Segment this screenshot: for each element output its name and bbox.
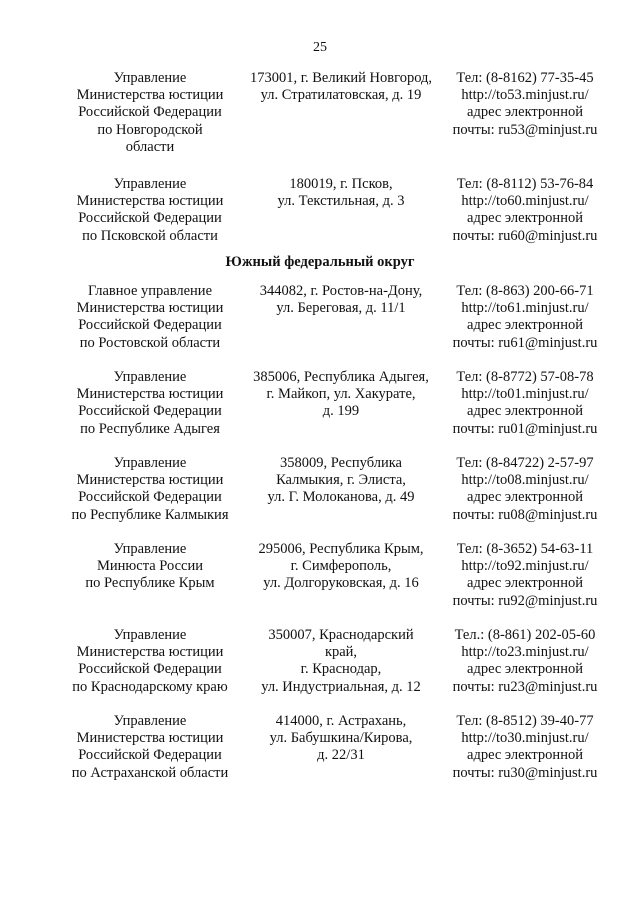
org-name	[50, 70, 250, 156]
org-line: Управление	[113, 713, 187, 729]
website-link[interactable]: http://to23.minjust.ru/	[461, 644, 589, 661]
contact-info	[440, 455, 610, 524]
email-label: адрес электронной	[467, 747, 583, 764]
org-line: Министерства юстиции	[76, 87, 224, 104]
email[interactable]: почты: ru08@minjust.ru	[452, 506, 598, 523]
org-line: Российской Федерации	[78, 317, 222, 334]
email-label: адрес электронной	[467, 403, 583, 420]
website-link[interactable]: http://to61.minjust.ru/	[461, 300, 589, 317]
org-line: по Республике Калмыкия	[71, 506, 229, 523]
email[interactable]: почты: ru60@minjust.ru	[452, 227, 598, 244]
email-label: адрес электронной	[467, 210, 583, 227]
org-name	[50, 627, 250, 696]
org-line: Министерства юстиции	[76, 730, 224, 747]
address-line: ул. Бабушкина/Кирова,	[269, 730, 413, 747]
contact-info	[440, 369, 610, 438]
website-link[interactable]: http://to08.minjust.ru/	[461, 472, 589, 489]
address-line: ул. Индустриальная, д. 12	[261, 678, 421, 695]
org-line: по Ростовской области	[79, 334, 221, 351]
address-line: г. Краснодар,	[300, 661, 382, 678]
phone: Тел: (8-8112) 53-76-84	[456, 176, 594, 192]
org-line: Министерства юстиции	[76, 193, 224, 210]
website-link[interactable]: http://to30.minjust.ru/	[461, 730, 589, 747]
address-line: 180019, г. Псков,	[289, 176, 393, 192]
org-name	[50, 541, 250, 593]
org-line: Министерства юстиции	[76, 300, 224, 317]
address	[236, 455, 446, 507]
contact-info	[440, 176, 610, 245]
org-line: области	[125, 138, 175, 155]
email[interactable]: почты: ru01@minjust.ru	[452, 420, 598, 437]
address-line: 344082, г. Ростов-на-Дону,	[259, 283, 423, 299]
org-line: Российской Федерации	[78, 661, 222, 678]
email[interactable]: почты: ru23@minjust.ru	[452, 678, 598, 695]
section-heading: Южный федеральный округ	[225, 254, 415, 270]
phone: Тел: (8-863) 200-66-71	[456, 283, 594, 299]
phone: Тел: (8-3652) 54-63-11	[456, 541, 594, 557]
org-name	[50, 283, 250, 352]
org-line: по Псковской области	[82, 227, 218, 244]
address-line: край,	[324, 644, 358, 661]
org-line: по Астраханской области	[71, 764, 229, 781]
org-line: Министерства юстиции	[76, 386, 224, 403]
org-line: по Краснодарскому краю	[72, 678, 228, 695]
email-label: адрес электронной	[467, 575, 583, 592]
org-line: Российской Федерации	[78, 403, 222, 420]
address-line: ул. Текстильная, д. 3	[277, 193, 405, 210]
website-link[interactable]: http://to01.minjust.ru/	[461, 386, 589, 403]
org-name	[50, 713, 250, 782]
address-line: д. 22/31	[317, 747, 365, 764]
address-line: 295006, Республика Крым,	[258, 541, 424, 557]
address-line: Калмыкия, г. Элиста,	[276, 472, 406, 489]
address	[236, 369, 446, 421]
email-label: адрес электронной	[467, 661, 583, 678]
address-line: 350007, Краснодарский	[268, 627, 414, 643]
address-line: 414000, г. Астрахань,	[275, 713, 407, 729]
org-line: Управление	[113, 627, 187, 643]
org-line: Управление	[113, 455, 187, 471]
address-line: ул. Долгоруковская, д. 16	[263, 575, 419, 592]
org-name	[50, 369, 250, 438]
address-line: ул. Береговая, д. 11/1	[276, 300, 406, 317]
org-line: Российской Федерации	[78, 104, 222, 121]
org-line: Министерства юстиции	[76, 644, 224, 661]
contact-info	[440, 283, 610, 352]
address-line: ул. Г. Молоканова, д. 49	[267, 489, 415, 506]
phone: Тел: (8-8772) 57-08-78	[456, 369, 594, 385]
address-line: ул. Стратилатовская, д. 19	[260, 87, 422, 104]
email[interactable]: почты: ru61@minjust.ru	[452, 334, 598, 351]
org-line: Управление	[113, 369, 187, 385]
website-link[interactable]: http://to53.minjust.ru/	[461, 87, 589, 104]
org-line: Российской Федерации	[78, 489, 222, 506]
email-label: адрес электронной	[467, 104, 583, 121]
email[interactable]: почты: ru30@minjust.ru	[452, 764, 598, 781]
email-label: адрес электронной	[467, 317, 583, 334]
phone: Тел.: (8-861) 202-05-60	[454, 627, 596, 643]
website-link[interactable]: http://to60.minjust.ru/	[461, 193, 589, 210]
org-line: Минюста России	[97, 558, 203, 575]
address	[236, 627, 446, 696]
contact-info	[440, 541, 610, 610]
email-label: адрес электронной	[467, 489, 583, 506]
org-line: Российской Федерации	[78, 210, 222, 227]
phone: Тел: (8-8162) 77-35-45	[456, 70, 594, 86]
address-line: 385006, Республика Адыгея,	[253, 369, 429, 385]
address	[236, 713, 446, 765]
address-line: 173001, г. Великий Новгород,	[249, 70, 433, 86]
address-line: г. Майкоп, ул. Хакурате,	[266, 386, 416, 403]
address	[236, 541, 446, 593]
contact-info	[440, 627, 610, 696]
org-line: по Новгородской	[97, 121, 203, 138]
org-name	[50, 455, 250, 524]
org-line: Управление	[113, 541, 187, 557]
org-line: Министерства юстиции	[76, 472, 224, 489]
phone: Тел: (8-84722) 2-57-97	[456, 455, 594, 471]
address-line: г. Симферополь,	[290, 558, 392, 575]
contact-info	[440, 70, 610, 139]
phone: Тел: (8-8512) 39-40-77	[456, 713, 594, 729]
address-line: д. 199	[322, 403, 360, 420]
org-line: Управление	[113, 70, 187, 86]
email[interactable]: почты: ru92@minjust.ru	[452, 592, 598, 609]
org-line: Главное управление	[87, 283, 213, 299]
contact-info	[440, 713, 610, 782]
page-number: 25	[313, 40, 327, 55]
address	[236, 70, 446, 104]
org-line: по Республике Крым	[85, 575, 215, 592]
org-line: по Республике Адыгея	[80, 420, 220, 437]
address	[236, 176, 446, 210]
org-name	[50, 176, 250, 245]
website-link[interactable]: http://to92.minjust.ru/	[461, 558, 589, 575]
email[interactable]: почты: ru53@minjust.ru	[452, 121, 598, 138]
address-line: 358009, Республика	[280, 455, 402, 471]
org-line: Российской Федерации	[78, 747, 222, 764]
address	[236, 283, 446, 317]
org-line: Управление	[113, 176, 187, 192]
